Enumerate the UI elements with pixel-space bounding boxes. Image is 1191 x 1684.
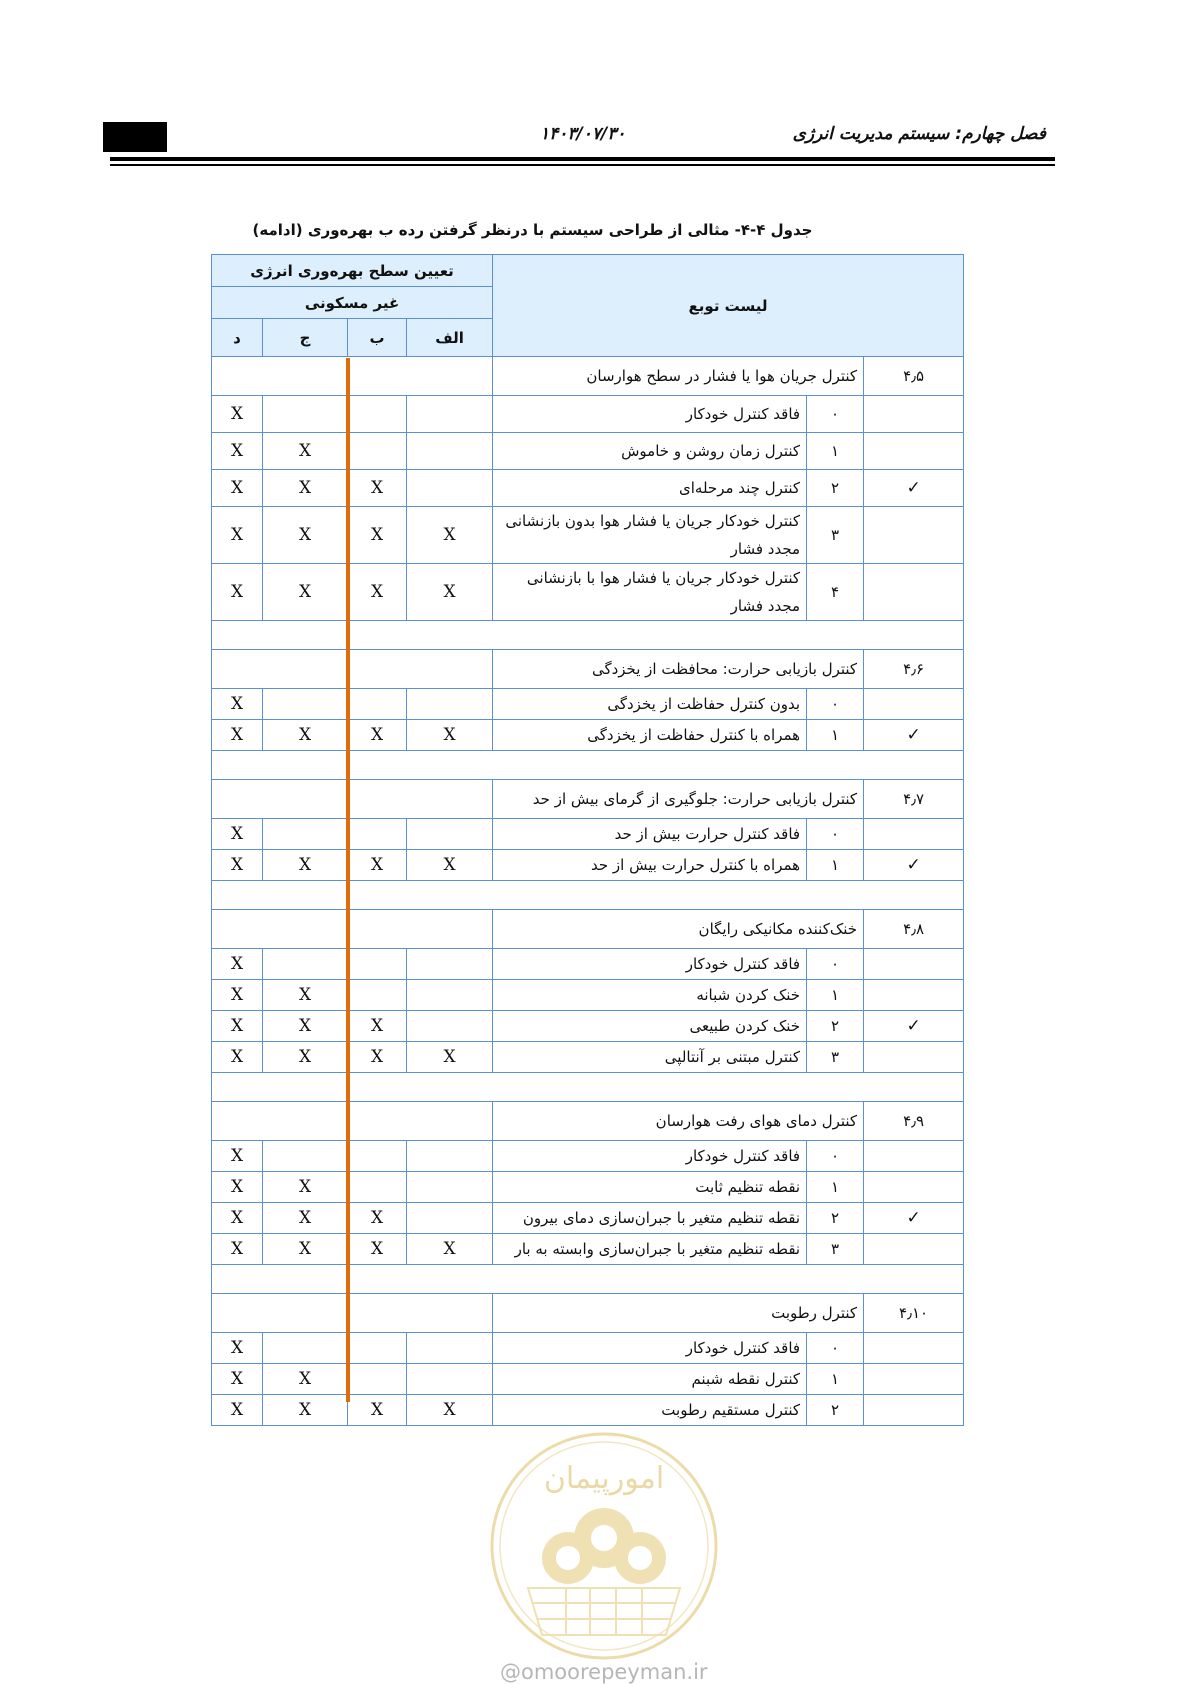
option-row [212, 1234, 964, 1265]
selected-check-cell [864, 564, 964, 621]
class-je-mark [263, 1333, 348, 1364]
option-number: ۲ [807, 470, 864, 507]
section-title-row [212, 1294, 964, 1333]
class-je-mark [263, 396, 348, 433]
option-number: ۳ [807, 1234, 864, 1265]
class-dal-mark: X [212, 819, 263, 850]
efficiency-level-header: تعیین سطح بهره‌وری انرژی [212, 255, 493, 287]
section-title-blank [212, 357, 493, 396]
option-row [212, 1364, 964, 1395]
option-number: ۱ [807, 720, 864, 751]
class-alef-mark: X [407, 1234, 493, 1265]
selected-check-cell [864, 396, 964, 433]
option-label: کنترل چند مرحله‌ای [493, 470, 807, 507]
section-spacer-row [212, 621, 964, 650]
option-label: خنک کردن طبیعی [493, 1011, 807, 1042]
class-alef-mark: X [407, 850, 493, 881]
class-dal-mark: X [212, 1011, 263, 1042]
option-number: ۴ [807, 564, 864, 621]
option-row [212, 470, 964, 507]
selected-check-cell [864, 1234, 964, 1265]
class-be-mark [348, 396, 407, 433]
class-alef-mark: X [407, 564, 493, 621]
class-dal-mark: X [212, 1141, 263, 1172]
class-be-mark [348, 819, 407, 850]
option-label: بدون کنترل حفاظت از یخزدگی [493, 689, 807, 720]
class-je-mark: X [263, 980, 348, 1011]
section-title-blank [212, 650, 493, 689]
class-header-alef: الف [407, 319, 493, 357]
class-be-mark [348, 980, 407, 1011]
option-label: فاقد کنترل خودکار [493, 1333, 807, 1364]
section-title-row [212, 780, 964, 819]
option-number: ۳ [807, 507, 864, 564]
class-dal-mark: X [212, 949, 263, 980]
option-number: ۱ [807, 980, 864, 1011]
selected-check-cell: ✓ [864, 1011, 964, 1042]
section-spacer-row [212, 881, 964, 910]
section-code: ۴٫۵ [864, 357, 964, 396]
option-label: کنترل مبتنی بر آنتالپی [493, 1042, 807, 1073]
option-row [212, 980, 964, 1011]
option-row [212, 1172, 964, 1203]
option-row [212, 1333, 964, 1364]
option-label: کنترل خودکار جریان یا فشار هوا با بازنشانی مجدد فشار [493, 564, 807, 621]
section-title-row [212, 650, 964, 689]
class-alef-mark [407, 1203, 493, 1234]
class-je-mark: X [263, 564, 348, 621]
class-be-mark [348, 689, 407, 720]
class-header-dal: د [212, 319, 263, 357]
section-title-row [212, 910, 964, 949]
option-number: ۰ [807, 1333, 864, 1364]
omoorepeyman-seal-watermark [488, 1430, 720, 1662]
section-title: کنترل دمای هوای رفت هوارسان [493, 1102, 864, 1141]
class-be-mark: X [348, 1042, 407, 1073]
class-je-mark: X [263, 1203, 348, 1234]
class-dal-mark: X [212, 507, 263, 564]
class-dal-mark: X [212, 433, 263, 470]
design-table [211, 254, 964, 1426]
class-dal-mark: X [212, 980, 263, 1011]
class-je-mark [263, 689, 348, 720]
selected-check-cell [864, 1364, 964, 1395]
class-be-mark [348, 1364, 407, 1395]
option-number: ۰ [807, 1141, 864, 1172]
class-alef-mark [407, 1333, 493, 1364]
option-label: کنترل مستقیم رطوبت [493, 1395, 807, 1426]
section-title: کنترل بازیابی حرارت: جلوگیری از گرمای بیش از حد [493, 780, 864, 819]
class-dal-mark: X [212, 1203, 263, 1234]
option-number: ۲ [807, 1395, 864, 1426]
section-title: خنک‌کننده مکانیکی رایگان [493, 910, 864, 949]
class-je-mark: X [263, 720, 348, 751]
option-number: ۲ [807, 1011, 864, 1042]
website-watermark: @omoorepeyman.ir [500, 1660, 708, 1684]
selected-check-cell: ✓ [864, 1203, 964, 1234]
non-residential-header: غیر مسکونی [212, 287, 493, 319]
class-be-mark: X [348, 564, 407, 621]
option-label: همراه با کنترل حرارت بیش از حد [493, 850, 807, 881]
option-label: کنترل نقطه شبنم [493, 1364, 807, 1395]
option-number: ۰ [807, 949, 864, 980]
option-row [212, 1141, 964, 1172]
class-dal-mark: X [212, 720, 263, 751]
option-row [212, 1203, 964, 1234]
spacer-cell [212, 881, 964, 910]
class-be-mark [348, 1333, 407, 1364]
class-be-mark: X [348, 507, 407, 564]
class-dal-mark: X [212, 564, 263, 621]
option-label: نقطه تنظیم متغیر با جبران‌سازی وابسته به بار [493, 1234, 807, 1265]
class-je-mark: X [263, 1011, 348, 1042]
class-dal-mark: X [212, 689, 263, 720]
option-label: کنترل زمان روشن و خاموش [493, 433, 807, 470]
spacer-cell [212, 751, 964, 780]
section-title-blank [212, 1102, 493, 1141]
option-row [212, 689, 964, 720]
class-be-mark: X [348, 1203, 407, 1234]
option-number: ۲ [807, 1203, 864, 1234]
option-number: ۰ [807, 689, 864, 720]
option-row [212, 433, 964, 470]
section-code: ۴٫۱۰ [864, 1294, 964, 1333]
class-b-highlight-line [346, 358, 350, 1402]
option-row [212, 396, 964, 433]
class-header-be: ب [348, 319, 407, 357]
class-je-mark [263, 1141, 348, 1172]
header-rule-thick [110, 157, 1055, 161]
class-je-mark: X [263, 1395, 348, 1426]
selected-check-cell [864, 1333, 964, 1364]
class-je-mark: X [263, 1364, 348, 1395]
class-alef-mark: X [407, 1042, 493, 1073]
section-code: ۴٫۶ [864, 650, 964, 689]
class-be-mark: X [348, 470, 407, 507]
class-alef-mark [407, 1172, 493, 1203]
class-alef-mark: X [407, 507, 493, 564]
section-title-blank [212, 780, 493, 819]
class-je-mark: X [263, 1042, 348, 1073]
class-dal-mark: X [212, 470, 263, 507]
option-number: ۰ [807, 396, 864, 433]
section-code: ۴٫۸ [864, 910, 964, 949]
header-rule-thin [110, 164, 1055, 166]
class-je-mark: X [263, 1172, 348, 1203]
selected-check-cell [864, 1395, 964, 1426]
class-be-mark [348, 433, 407, 470]
spacer-cell [212, 621, 964, 650]
class-alef-mark [407, 1364, 493, 1395]
section-title-blank [212, 910, 493, 949]
option-label: کنترل خودکار جریان یا فشار هوا بدون بازنشانی مجدد فشار [493, 507, 807, 564]
class-alef-mark: X [407, 720, 493, 751]
selected-check-cell: ✓ [864, 850, 964, 881]
section-title-row [212, 357, 964, 396]
class-alef-mark [407, 689, 493, 720]
option-row [212, 949, 964, 980]
selected-check-cell [864, 689, 964, 720]
option-row [212, 564, 964, 621]
section-code: ۴٫۷ [864, 780, 964, 819]
class-alef-mark [407, 819, 493, 850]
class-dal-mark: X [212, 1234, 263, 1265]
class-dal-mark: X [212, 1172, 263, 1203]
option-number: ۱ [807, 1364, 864, 1395]
option-label: فاقد کنترل خودکار [493, 1141, 807, 1172]
class-be-mark [348, 1172, 407, 1203]
class-dal-mark: X [212, 1042, 263, 1073]
class-je-mark: X [263, 850, 348, 881]
option-number: ۱ [807, 850, 864, 881]
class-header-je: ج [263, 319, 348, 357]
option-row [212, 507, 964, 564]
option-row [212, 720, 964, 751]
class-dal-mark: X [212, 850, 263, 881]
class-dal-mark: X [212, 1364, 263, 1395]
class-alef-mark [407, 396, 493, 433]
option-label: همراه با کنترل حفاظت از یخزدگی [493, 720, 807, 751]
class-je-mark [263, 819, 348, 850]
section-title: کنترل جریان هوا یا فشار در سطح هوارسان [493, 357, 864, 396]
class-dal-mark: X [212, 396, 263, 433]
class-be-mark: X [348, 850, 407, 881]
class-alef-mark [407, 433, 493, 470]
class-je-mark: X [263, 507, 348, 564]
selected-check-cell: ✓ [864, 720, 964, 751]
selected-check-cell [864, 1172, 964, 1203]
class-be-mark [348, 949, 407, 980]
selected-check-cell [864, 507, 964, 564]
class-be-mark: X [348, 1395, 407, 1426]
option-row [212, 1011, 964, 1042]
class-be-mark: X [348, 1011, 407, 1042]
class-alef-mark [407, 980, 493, 1011]
page-number-box [103, 122, 167, 152]
selected-check-cell [864, 819, 964, 850]
section-title: کنترل رطوبت [493, 1294, 864, 1333]
section-code: ۴٫۹ [864, 1102, 964, 1141]
chapter-title: فصل چهارم: سیستم مدیریت انرژی [792, 124, 1046, 144]
section-spacer-row [212, 1073, 964, 1102]
class-alef-mark [407, 1141, 493, 1172]
class-be-mark: X [348, 1234, 407, 1265]
class-alef-mark [407, 1011, 493, 1042]
option-number: ۳ [807, 1042, 864, 1073]
class-alef-mark [407, 949, 493, 980]
list-header: لیست توبع [493, 255, 964, 357]
selected-check-cell [864, 1042, 964, 1073]
section-title-row [212, 1102, 964, 1141]
option-row [212, 1395, 964, 1426]
section-title-blank [212, 1294, 493, 1333]
option-label: نقطه تنظیم متغیر با جبران‌سازی دمای بیرون [493, 1203, 807, 1234]
section-spacer-row [212, 751, 964, 780]
class-dal-mark: X [212, 1333, 263, 1364]
class-je-mark: X [263, 1234, 348, 1265]
class-alef-mark [407, 470, 493, 507]
option-label: فاقد کنترل خودکار [493, 396, 807, 433]
option-number: ۰ [807, 819, 864, 850]
section-title: کنترل بازیابی حرارت: محافظت از یخزدگی [493, 650, 864, 689]
selected-check-cell [864, 433, 964, 470]
class-je-mark: X [263, 433, 348, 470]
option-number: ۱ [807, 433, 864, 470]
class-je-mark: X [263, 470, 348, 507]
option-row [212, 819, 964, 850]
option-label: خنک کردن شبانه [493, 980, 807, 1011]
class-dal-mark: X [212, 1395, 263, 1426]
selected-check-cell: ✓ [864, 470, 964, 507]
option-row [212, 1042, 964, 1073]
class-be-mark: X [348, 720, 407, 751]
selected-check-cell [864, 949, 964, 980]
section-spacer-row [212, 1265, 964, 1294]
header-date: ۱۴۰۳/۰۷/۳۰ [540, 124, 626, 144]
class-be-mark [348, 1141, 407, 1172]
selected-check-cell [864, 980, 964, 1011]
svg-text:امورپیمان: امورپیمان [543, 1461, 665, 1496]
option-row [212, 850, 964, 881]
class-je-mark [263, 949, 348, 980]
option-number: ۱ [807, 1172, 864, 1203]
option-label: فاقد کنترل حرارت بیش از حد [493, 819, 807, 850]
table-body [212, 357, 964, 1426]
option-label: فاقد کنترل خودکار [493, 949, 807, 980]
option-label: نقطه تنظیم ثابت [493, 1172, 807, 1203]
selected-check-cell [864, 1141, 964, 1172]
table-caption: جدول ۴-۴- مثالی از طراحی سیستم با درنظر گرفتن رده ب بهره‌وری (ادامه) [252, 221, 813, 239]
spacer-cell [212, 1073, 964, 1102]
spacer-cell [212, 1265, 964, 1294]
class-alef-mark: X [407, 1395, 493, 1426]
